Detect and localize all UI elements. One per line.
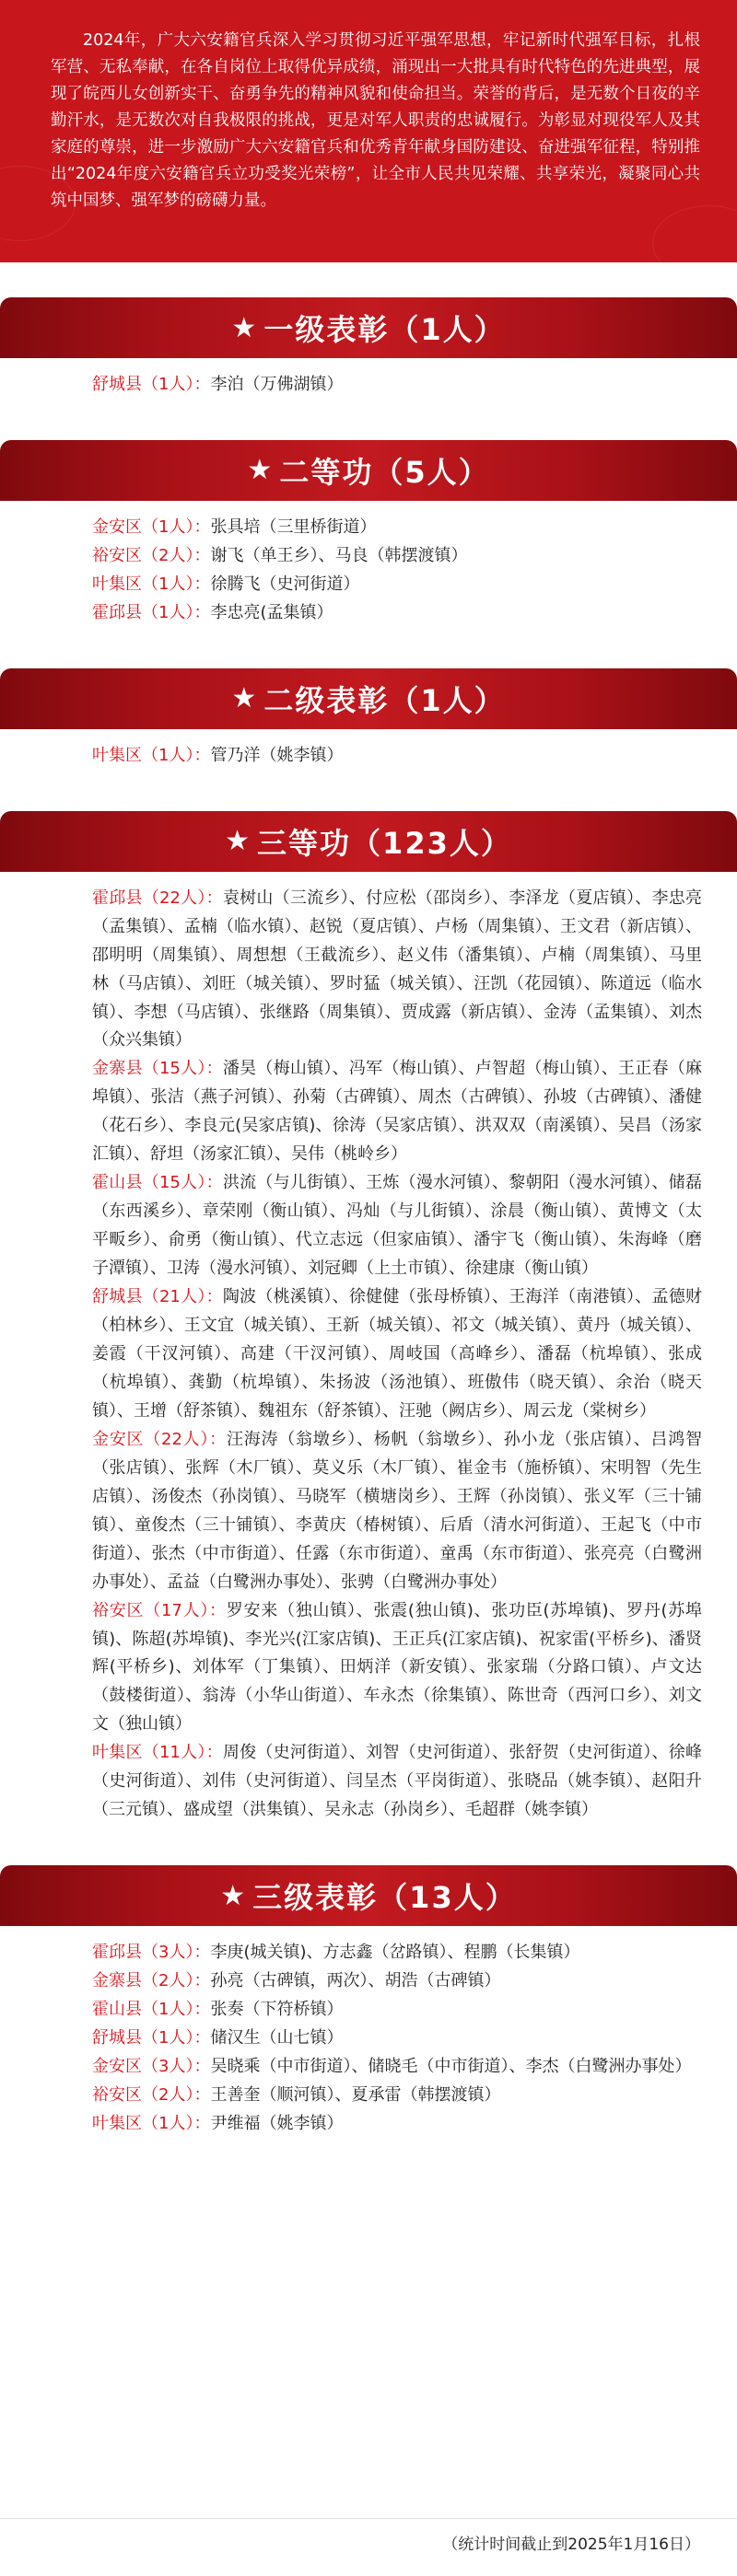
recipient-names: 洪流（与儿街镇）、王炼（漫水河镇）、黎朝阳（漫水河镇）、储磊（东西溪乡）、章荣刚（衡山镇）、冯灿（与儿街镇）、涂晨（衡山镇）、黄博文（太平畈乡）、俞勇（衡山镇）、代立志远（但家庙镇）、潘宇飞（衡山镇）、朱海峰（磨子潭镇）、卫涛（漫水河镇）、刘冠卿（上土市镇）、徐建康（衡山镇） [92,1173,702,1279]
list-item [0,1739,737,1825]
list-item [0,514,737,542]
list-item [0,542,737,571]
star-icon: ★ [231,682,259,715]
section-banner [0,811,737,872]
list-item [0,1426,737,1597]
section-title: 二级表彰（1人） [263,682,506,718]
recipient-list [0,358,737,416]
divider [0,2518,737,2519]
list-item [0,1996,737,2025]
list-item [0,1169,737,1283]
recipient-names: 管乃洋（姚李镇） [210,745,344,765]
award-section [0,440,737,644]
county-label: 舒城县（1人）： [92,375,211,394]
star-icon: ★ [247,454,275,487]
recipient-names: 孙亮（古碑镇，两次）、胡浩（古碑镇） [210,1971,501,1991]
county-label: 金寨县（2人）： [92,1971,211,1991]
county-label: 叶集区（11人）： [92,1743,223,1763]
recipient-names: 周俊（史河街道）、刘智（史河街道）、张舒贺（史河街道）、徐峰（史河街道）、刘伟（史河街道）、闫呈杰（平岗街道）、张晓品（姚李镇）、赵阳升（三元镇）、盛成望（洪集镇）、吴永志（孙岗乡）、毛超群（姚李镇） [92,1743,702,1820]
recipient-names: 潘昊（梅山镇）、冯军（梅山镇）、卢智超（梅山镇）、王正春（麻埠镇）、张洁（燕子河镇）、孙菊（古碑镇）、周杰（古碑镇）、孙坡（古碑镇）、潘健（花石乡）、李良元(吴家店镇)、徐涛（吴家店镇）、洪双双（南溪镇）、吴昌（汤家汇镇）、舒坦（汤家汇镇）、吴伟（桃岭乡） [92,1059,702,1165]
intro-text: 2024年，广大六安籍官兵深入学习贯彻习近平强军思想，牢记新时代强军目标，扎根军营、无私奉献，在各自岗位上取得优异成绩，涌现出一大批具有时代特色的先进典型，展现了皖西儿女创新实干、奋勇争先的精神风貌和使命担当。荣誉的背后，是无数个日夜的辛勤汗水，是无数次对自我极限的挑战，更是对军人职责的忠诚履行。为彰显对现役军人及其家庭的尊崇，进一步激励广大六安籍官兵和优秀青年献身国防建设、奋进强军征程，特别推出“2024年度六安籍官兵立功受奖光荣榜”，让全市人民共见荣耀、共享荣光，凝聚同心共筑中国梦、强军梦的磅礴力量。 [51,31,700,211]
county-label: 霍邱县（3人）： [92,1943,211,1963]
recipient-names: 尹维福（姚李镇） [210,2113,344,2133]
county-label: 裕安区（2人）： [92,2084,211,2105]
list-item [0,1283,737,1426]
county-label: 金安区（3人）： [92,2056,211,2076]
list-item [0,2082,737,2110]
list-item [0,1939,737,1967]
list-item [0,1597,737,1740]
list-item [0,742,737,771]
county-label: 叶集区（1人）： [92,574,211,594]
list-item [0,599,737,628]
recipient-list [0,729,737,787]
list-item [0,885,737,1056]
recipient-names: 张具培（三里桥街道） [210,516,377,537]
section-title: 二等功（5人） [279,454,490,490]
recipient-names: 储汉生（山七镇） [210,2028,344,2048]
star-icon: ★ [231,311,259,344]
honor-roll [0,262,737,2155]
section-banner [0,1865,737,1926]
list-item [0,371,737,400]
intro-panel [0,0,737,262]
county-label: 金安区（1人）： [92,516,211,537]
county-label: 霍邱县（1人）： [92,602,211,622]
recipient-names: 徐腾飞（史河街道） [210,574,360,594]
recipient-names: 汪海涛（翁墩乡）、杨帆（翁墩乡）、孙小龙（张店镇）、吕鸿智（张店镇）、张辉（木厂镇）、莫义乐（木厂镇）、崔金韦（施桥镇）、宋明智（先生店镇）、汤俊杰（孙岗镇）、马晓军（横塘岗乡）、王辉（孙岗镇）、张义军（三十铺镇）、童俊杰（三十铺镇）、李黄庆（椿树镇）、后盾（清水河街道）、王起飞（中市街道）、张杰（中市街道）、任露（东市街道）、童禹（东市街道）、张亮亮（白鹭洲办事处）、孟益（白鹭洲办事处）、张骋（白鹭洲办事处） [92,1429,703,1592]
section-banner [0,440,737,501]
star-icon: ★ [220,1879,248,1912]
recipient-names: 谢飞（单王乡）、马良（韩摆渡镇） [210,545,468,565]
list-item [0,2053,737,2082]
county-label: 霍邱县（22人）： [92,888,223,908]
county-label: 金寨县（15人）： [92,1059,223,1079]
recipient-list [0,872,737,1841]
county-label: 裕安区（2人）： [92,545,211,565]
section-banner [0,297,737,358]
section-title: 一级表彰（1人） [263,312,506,347]
county-label: 舒城县（21人）： [92,1287,223,1307]
recipient-names: 李泊（万佛湖镇） [210,375,344,394]
award-section [0,297,737,416]
county-label: 霍山县（1人）： [92,2000,211,2020]
section-title: 三等功（123人） [257,825,512,861]
county-label: 叶集区（1人）： [92,2113,211,2133]
recipient-names: 张奏（下符桥镇） [210,2000,344,2020]
section-title: 三级表彰（13人） [252,1880,517,1916]
award-section [0,811,737,1841]
county-label: 金安区（22人）： [92,1429,227,1449]
recipient-names: 李忠亮(孟集镇） [210,602,333,622]
recipient-names: 王善奎（顺河镇）、夏承雷（韩摆渡镇） [210,2084,501,2105]
list-item [0,571,737,599]
footnote: （统计时间截止到2025年1月16日） [442,2535,700,2554]
recipient-names: 吴晓乘（中市街道）、储晓毛（中市街道）、李杰（白鹭洲办事处） [210,2056,692,2076]
county-label: 叶集区（1人）： [92,745,211,765]
recipient-list [0,501,737,644]
recipient-names: 罗安来（独山镇）、张震(独山镇)、张功臣(苏埠镇)、罗丹(苏埠镇)、陈超(苏埠镇)、李光兴(江家店镇)、王正兵(江家店镇)、祝家雷(平桥乡)、潘贤辉(平桥乡)、刘体军（丁集镇）、田炳洋（新安镇）、张家瑞（分路口镇）、卢文达（鼓楼街道）、翁涛（小华山街道）、车永杰（徐集镇）、陈世奇（西河口乡）、刘文文（独山镇） [92,1600,702,1735]
list-item [0,1967,737,1996]
county-label: 霍山县（15人）： [92,1173,223,1193]
list-item [0,2110,737,2139]
award-section [0,668,737,787]
county-label: 舒城县（1人）： [92,2028,211,2048]
county-label: 裕安区（17人）： [92,1600,227,1620]
recipient-list [0,1926,737,2155]
list-item [0,1055,737,1169]
recipient-names: 袁树山（三流乡）、付应松（邵岗乡）、李泽龙（夏店镇）、李忠亮（孟集镇）、孟楠（临水镇）、赵锐（夏店镇）、卢杨（周集镇）、王文君（新店镇）、邵明明（周集镇）、周想想（王截流乡）、赵义伟（潘集镇）、卢楠（周集镇）、马里林（马店镇）、刘旺（城关镇）、罗时猛（城关镇）、汪凯（花园镇）、陈道远（临水镇）、李想（马店镇）、张继路（周集镇）、贾成露（新店镇）、金涛（孟集镇）、刘杰（众兴集镇） [92,888,702,1050]
list-item [0,2025,737,2053]
recipient-names: 李庚(城关镇)、方志鑫（岔路镇）、程鹏（长集镇） [210,1943,580,1963]
award-section [0,1865,737,2155]
star-icon: ★ [225,825,252,858]
recipient-names: 陶波（桃溪镇）、徐健健（张母桥镇）、王海洋（南港镇）、孟德财（柏林乡）、王文宜（城关镇）、王新（城关镇）、祁文（城关镇）、黄丹（城关镇）、姜霞（干汊河镇）、高建（干汊河镇）、周岐国（高峰乡）、潘磊（杭埠镇）、张成（杭埠镇）、龚勤（杭埠镇）、朱扬波（汤池镇）、班傲伟（晓天镇）、余治（晓天镇）、王增（舒茶镇）、魏祖东（舒茶镇）、汪驰（阙店乡）、周云龙（棠树乡） [92,1287,702,1421]
section-banner [0,668,737,729]
